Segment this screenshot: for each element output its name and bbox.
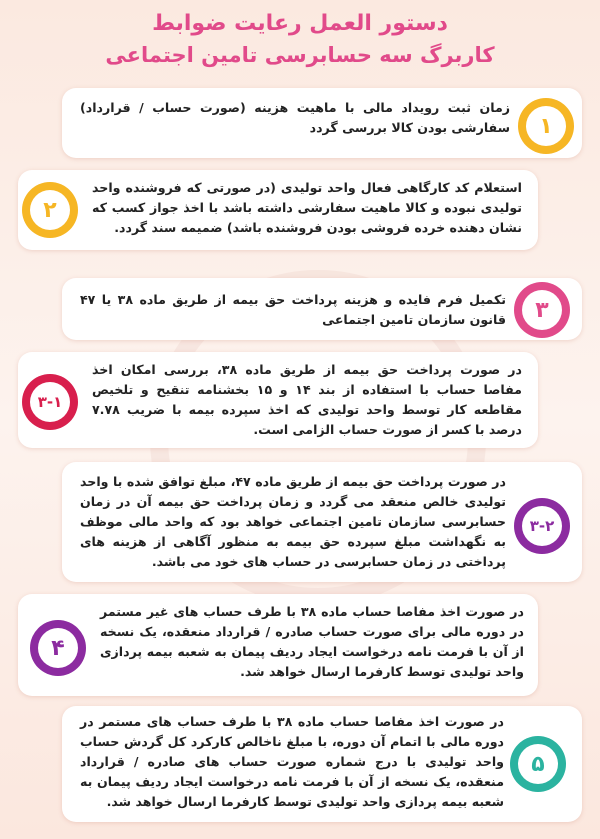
step-badge-3-1 [22, 374, 78, 430]
step-number-1: ۱ [539, 113, 553, 139]
title-line-1: دستور العمل رعایت ضوابط [152, 11, 448, 36]
step-text-5: در صورت اخذ مفاصا حساب ماده ۳۸ با طرف حساب های مستمر در دوره مالی با اتمام آن دوره، با مبلغ ناخالص کارکرد کل گردش حساب واحد تولیدی با درج شماره صورت حساب های صادره / قرارداد منعقده، یک نسخه از آن با فرمت نامه درخواست ایجاد ردیف پیمان به شعبه بیمه پردازی واحد تولیدی توسط کارفرما ارسال خواهد شد. [80, 714, 504, 809]
step-text-4: در صورت اخذ مفاصا حساب ماده ۳۸ با طرف حساب های غیر مستمر در دوره مالی برای صورت حساب صادره / قرارداد منعقده، یک نسخه از آن با فرمت نامه درخواست ایجاد ردیف پیمان به شعبه بیمه پردازی واحد تولیدی توسط کارفرما ارسال خواهد شد. [100, 604, 524, 679]
step-number-4: ۴ [51, 635, 65, 661]
step-badge-3 [514, 282, 570, 338]
step-number-5: ۵ [531, 751, 545, 777]
step-badge-5 [510, 736, 566, 792]
step-text-3-1: در صورت پرداخت حق بیمه از طریق ماده ۳۸، بررسی امکان اخذ مفاصا حساب با استفاده از بند ۱۴ و ۱۵ بخشنامه تنقیح و تلخیص مقاطعه کار توسط واحد تولیدی که اخذ سپرده بیمه با ضریب ۷.۷۸ درصد با کسر از صورت حساب الزامی است. [92, 362, 522, 437]
step-badge-3-2 [514, 498, 570, 554]
step-badge-1 [518, 98, 574, 154]
page-title [0, 8, 600, 70]
step-number-3-1: ۳-۱ [37, 393, 63, 411]
step-badge-4 [30, 620, 86, 676]
step-text-3-2: در صورت پرداخت حق بیمه از طریق ماده ۴۷، مبلغ توافق شده با واحد تولیدی خالص منعقد می گردد و زمان پرداخت حق بیمه آن در زمان حسابرسی سازمان تامین اجتماعی خواهد بود که واحد مالی موظف به نگهداشت مبلغ سپرده حق بیمه به منظور آگاهی از هزینه های پرداختی در زمان حسابرسی در حساب های خود می باشد. [80, 474, 506, 569]
step-badge-2 [22, 182, 78, 238]
step-text-2: استعلام کد کارگاهی فعال واحد تولیدی (در صورتی که فروشنده واحد تولیدی نبوده و کالا ماهیت سفارشی داشته باشد با اخذ جواز کسب که نشان دهنده خرده فروشی بودن فروشنده باشد) ضمیمه سند گردد. [92, 180, 522, 235]
step-number-2: ۲ [43, 197, 57, 223]
title-line-2: کاربرگ سه حسابرسی تامین اجتماعی [105, 43, 495, 67]
step-number-3: ۳ [535, 297, 549, 323]
step-number-3-2: ۳-۲ [529, 517, 555, 535]
step-text-3: تکمیل فرم فایده و هزینه پرداخت حق بیمه از طریق ماده ۳۸ یا ۴۷ قانون سازمان تامین اجتماعی [80, 292, 506, 327]
step-text-1: زمان ثبت رویداد مالی با ماهیت هزینه (صورت حساب / قرارداد) سفارشی بودن کالا بررسی گردد [80, 100, 510, 135]
